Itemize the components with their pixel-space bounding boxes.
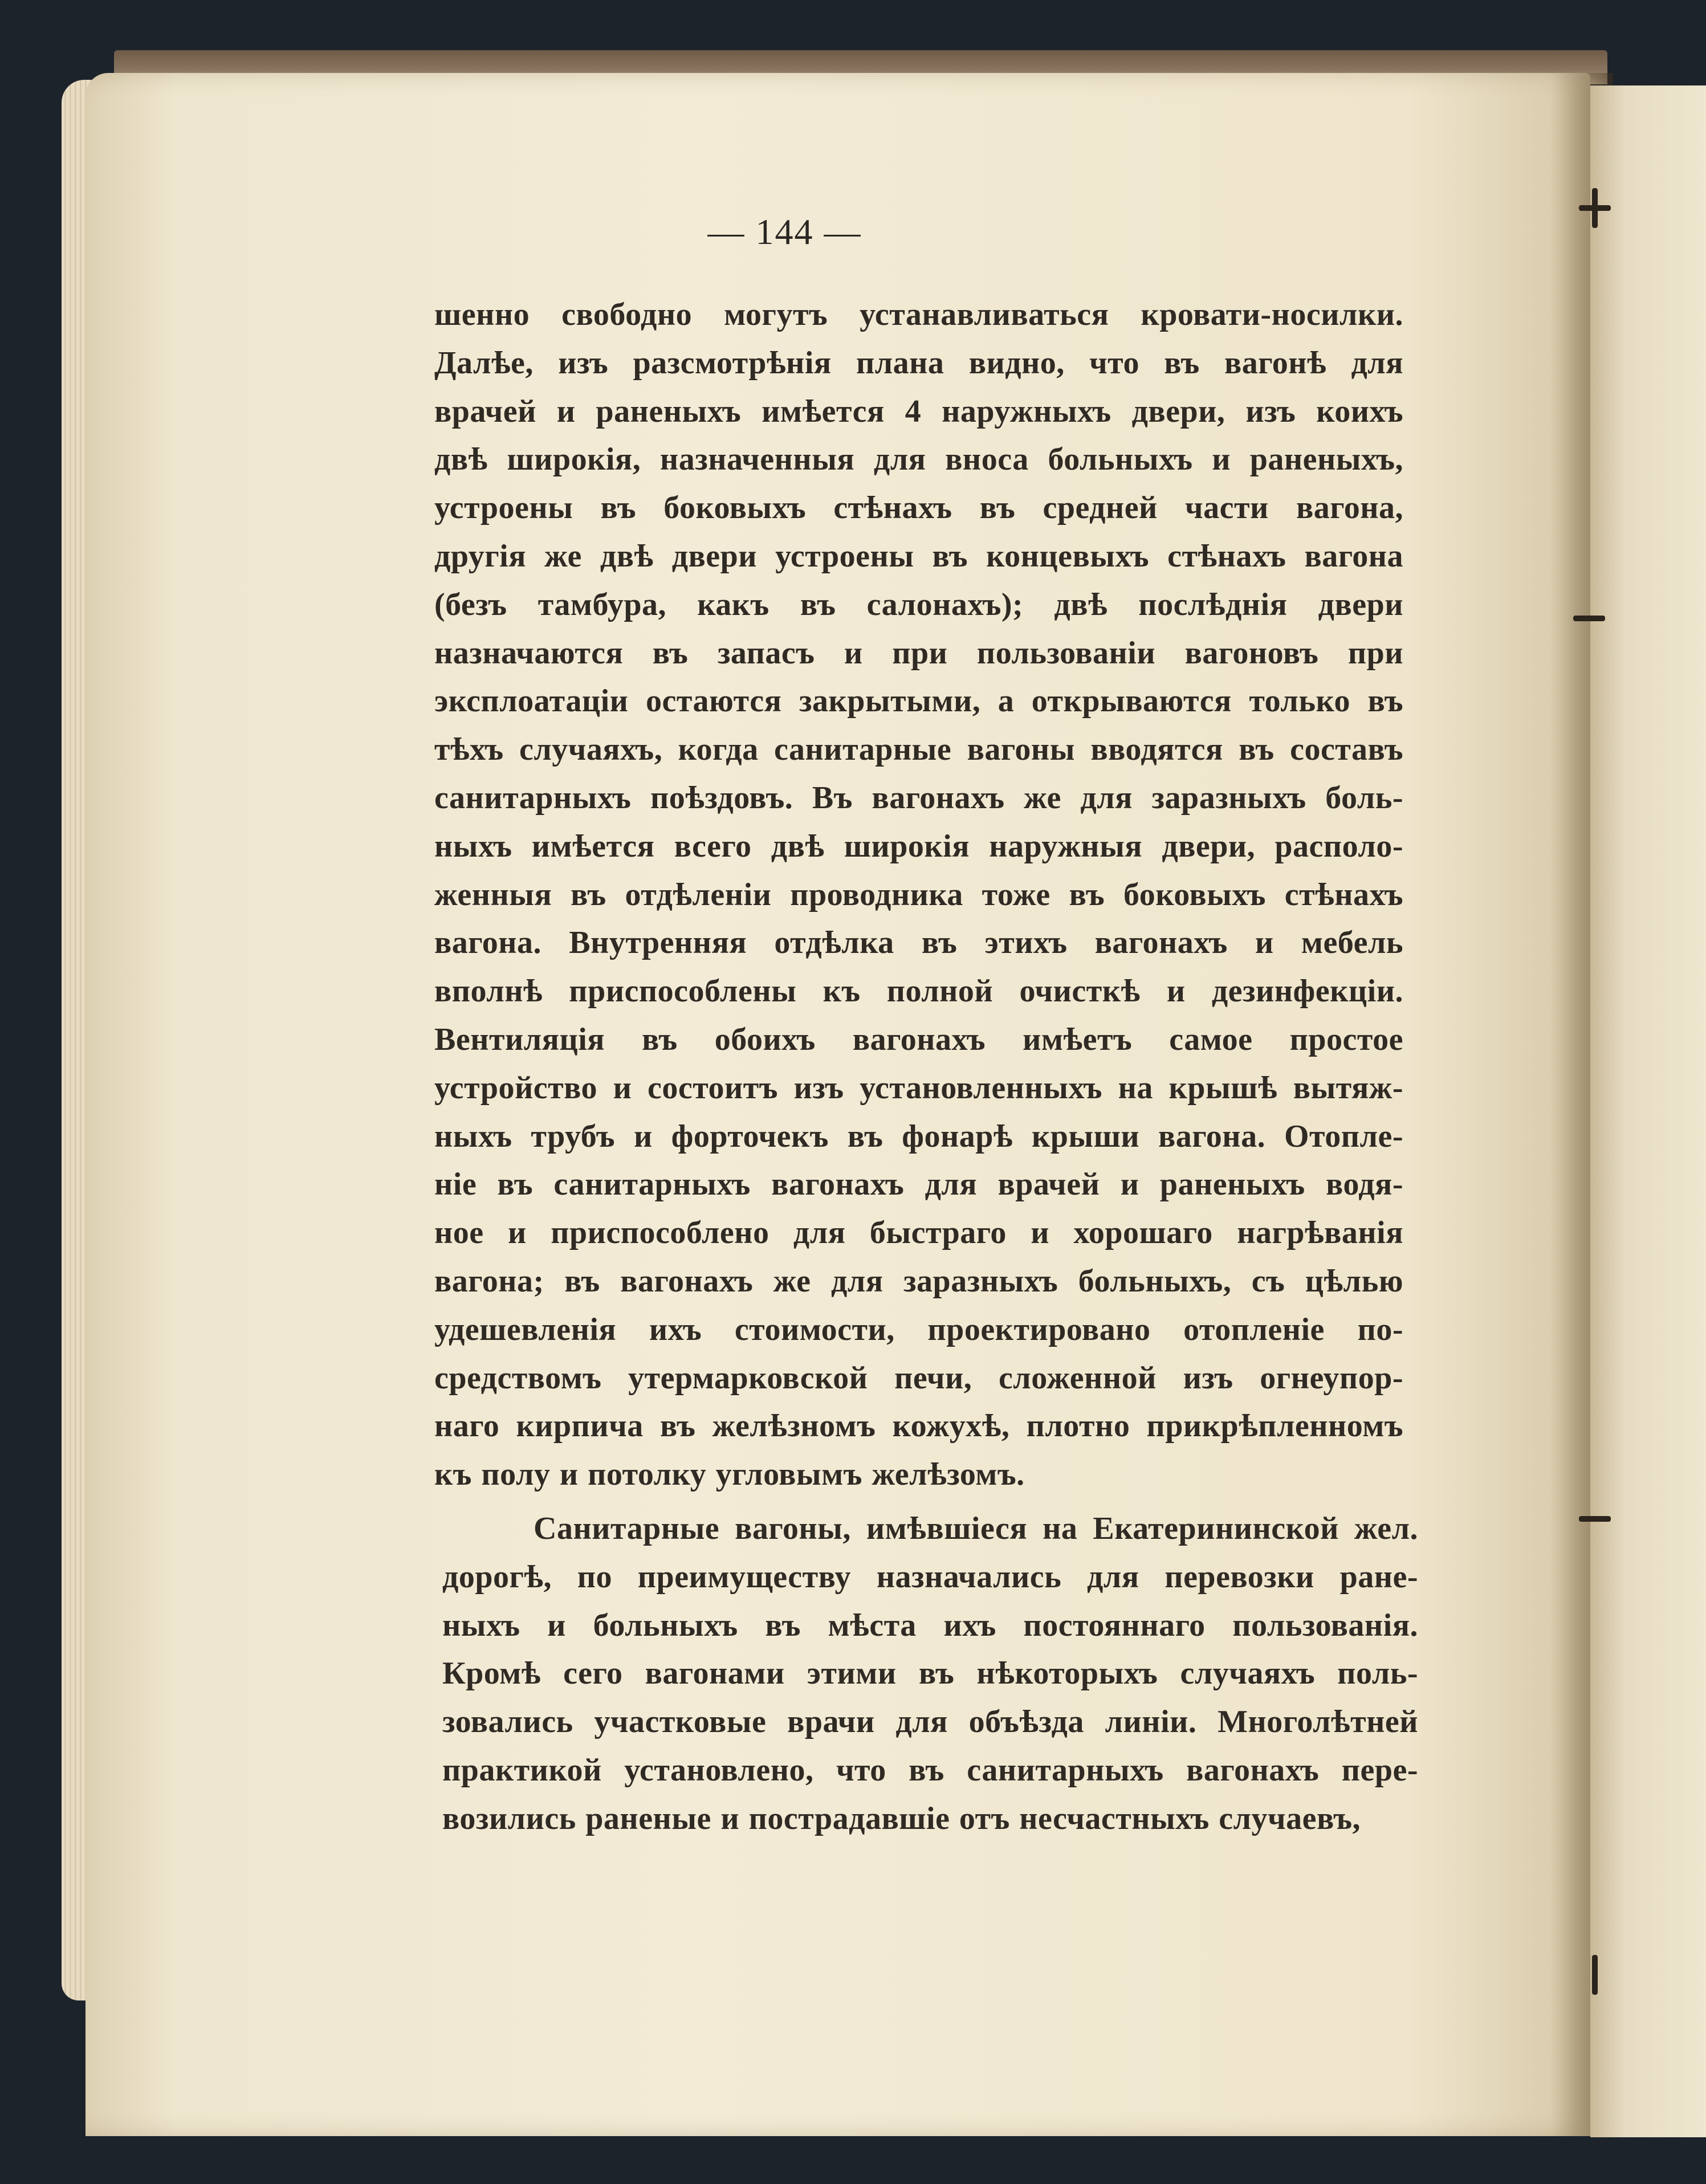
text-line: Далѣе, изъ разсмотрѣнія плана видно, что въ вагонѣ для xyxy=(434,345,1403,381)
text-line: удешевленія ихъ стоимости, проектировано отопленіе по- xyxy=(434,1311,1403,1347)
paragraph-1 xyxy=(434,291,1403,1499)
text-line: ныхъ и больныхъ въ мѣста ихъ постояннаго пользованія. xyxy=(442,1607,1418,1643)
text-line: ное и приспособлено для быстраго и хорошаго нагрѣванія xyxy=(434,1215,1403,1251)
text-line: наго кирпича въ желѣзномъ кожухѣ, плотно прикрѣпленномъ xyxy=(434,1408,1403,1444)
text-line: Санитарные вагоны, имѣвшіеся на Екатерининской жел. xyxy=(534,1511,1418,1546)
text-line: Вентиляція въ обоихъ вагонахъ имѣетъ самое простое xyxy=(434,1021,1403,1057)
text-line: вагона. Внутренняя отдѣлка въ этихъ вагонахъ и мебель xyxy=(434,925,1403,961)
text-line: возились раненые и пострадавшіе отъ несчастныхъ случаевъ, xyxy=(442,1800,1361,1836)
binding-thread-mark xyxy=(1592,1955,1598,1995)
text-line: вполнѣ приспособлены къ полной очисткѣ и дезинфекціи. xyxy=(434,973,1403,1009)
text-line: ніе въ санитарныхъ вагонахъ для врачей и раненыхъ водя- xyxy=(434,1167,1403,1203)
facing-page-edge xyxy=(1590,85,1706,2137)
binding-thread-mark xyxy=(1579,1516,1611,1522)
text-line: (безъ тамбура, какъ въ салонахъ); двѣ послѣднія двери xyxy=(434,586,1403,622)
text-line: двѣ широкія, назначенныя для вноса больныхъ и раненыхъ, xyxy=(434,442,1403,478)
text-line: устройство и состоитъ изъ установленныхъ на крышѣ вытяж- xyxy=(434,1070,1403,1106)
text-line: санитарныхъ поѣздовъ. Въ вагонахъ же для заразныхъ боль- xyxy=(434,780,1403,816)
page-number: — 144 — xyxy=(707,211,862,252)
text-line: зовались участковые врачи для объѣзда линіи. Многолѣтней xyxy=(442,1704,1418,1740)
text-line: шенно свободно могутъ устанавливаться кровати-носилки. xyxy=(434,297,1403,332)
text-line: дорогѣ, по преимуществу назначались для перевозки ране- xyxy=(442,1559,1418,1595)
text-line: врачей и раненыхъ имѣется 4 наружныхъ двери, изъ коихъ xyxy=(434,393,1403,429)
text-line: тѣхъ случаяхъ, когда санитарные вагоны вводятся въ составъ xyxy=(434,732,1403,768)
text-line: средствомъ утермарковской печи, сложенной изъ огнеупор- xyxy=(434,1360,1403,1396)
text-line: назначаются въ запасъ и при пользованіи вагоновъ при xyxy=(434,635,1403,671)
text-line: вагона; въ вагонахъ же для заразныхъ больныхъ, съ цѣлью xyxy=(434,1263,1403,1299)
paragraph-2 xyxy=(442,1505,1418,1843)
text-line: практикой установлено, что въ санитарныхъ вагонахъ пере- xyxy=(442,1752,1418,1788)
text-line: ныхъ имѣется всего двѣ широкія наружныя двери, располо- xyxy=(434,828,1403,864)
text-line: къ полу и потолку угловымъ желѣзомъ. xyxy=(434,1457,1025,1493)
text-line: другія же двѣ двери устроены въ концевыхъ стѣнахъ вагона xyxy=(434,538,1403,574)
text-line: устроены въ боковыхъ стѣнахъ въ средней части вагона, xyxy=(434,490,1403,526)
text-line: ныхъ трубъ и форточекъ въ фонарѣ крыши вагона. Отопле- xyxy=(434,1118,1403,1154)
text-line: Кромѣ сего вагонами этими въ нѣкоторыхъ случаяхъ поль- xyxy=(442,1656,1418,1692)
binding-thread-mark xyxy=(1573,616,1605,621)
text-line: эксплоатаціи остаются закрытыми, а открываются только въ xyxy=(434,683,1403,719)
text-line: женныя въ отдѣленіи проводника тоже въ боковыхъ стѣнахъ xyxy=(434,877,1403,912)
